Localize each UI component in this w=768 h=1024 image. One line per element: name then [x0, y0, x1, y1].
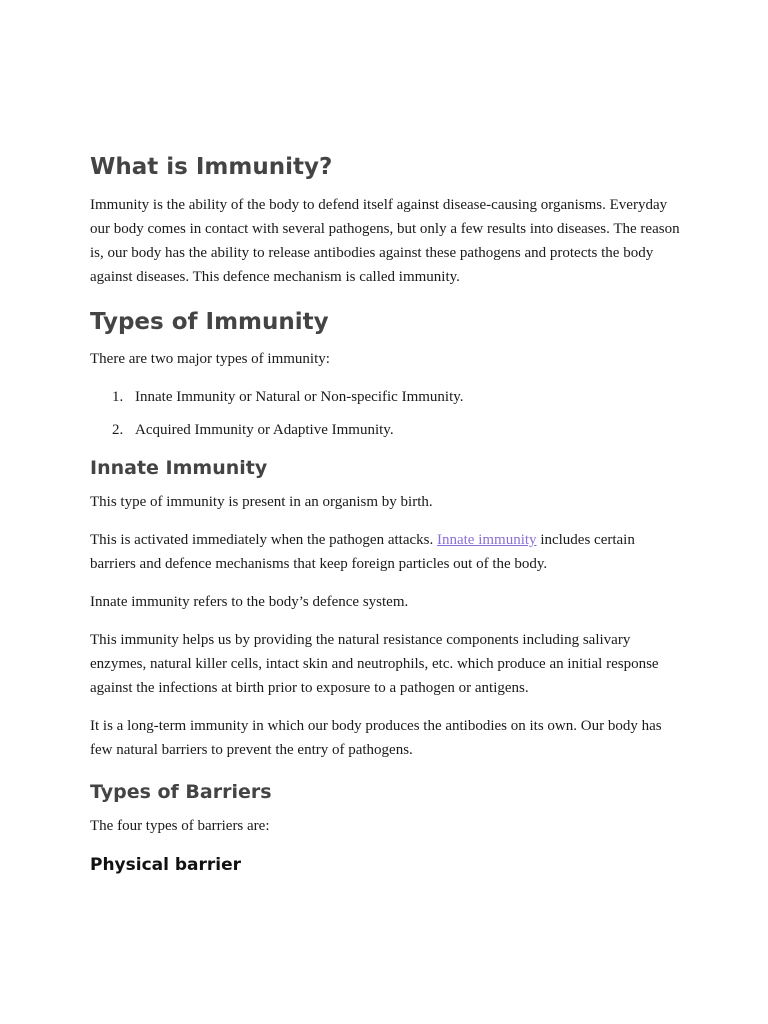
heading-innate-immunity: Innate Immunity [90, 457, 268, 479]
paragraph-innate-2-after: includes certain barriers and defence mechanisms that keep foreign particles out of the body. [90, 532, 635, 572]
paragraph-innate-4: This immunity helps us by providing the natural resistance components including salivary enzymes, natural killer cells, intact skin and neutrophils, etc. which produce an initial response against the infections at birth prior to exposure to a pathogen or antigens. [90, 632, 659, 696]
list-item [112, 418, 680, 442]
innate-immunity-link[interactable]: Innate immunity [436, 532, 537, 548]
paragraph-types-intro: There are two major types of immunity: [90, 351, 330, 367]
paragraph-what-is-immunity: Immunity is the ability of the body to defend itself against disease-causing organisms. Everyday our body comes in contact with several pathogens, but only a few results into diseases. The reason is, our body has the ability to release antibodies against these pathogens and protects the body against diseases. This defence mechanism is called immunity. [90, 197, 680, 285]
paragraph-innate-2 [90, 528, 680, 576]
types-list [90, 385, 680, 442]
list-item-text: Innate Immunity or Natural or Non-specific Immunity. [135, 389, 464, 405]
list-item-text: Acquired Immunity or Adaptive Immunity. [135, 422, 394, 438]
paragraph-barriers-intro: The four types of barriers are: [90, 818, 270, 834]
article [90, 150, 680, 878]
heading-physical-barrier: Physical barrier [90, 855, 242, 875]
list-item [112, 385, 680, 409]
paragraph-innate-3: Innate immunity refers to the body’s defence system. [90, 594, 409, 610]
paragraph-innate-2-before: This is activated immediately when the pathogen attacks. [90, 532, 437, 548]
list-item-number: 2. [112, 422, 124, 438]
paragraph-innate-1: This type of immunity is present in an organism by birth. [90, 494, 433, 510]
heading-types-of-immunity: Types of Immunity [90, 309, 329, 335]
heading-types-of-barriers: Types of Barriers [90, 781, 272, 803]
heading-what-is-immunity: What is Immunity? [90, 154, 333, 180]
paragraph-innate-5: It is a long-term immunity in which our body produces the antibodies on its own. Our body has few natural barriers to prevent the entry of pathogens. [90, 718, 662, 758]
list-item-number: 1. [112, 389, 124, 405]
